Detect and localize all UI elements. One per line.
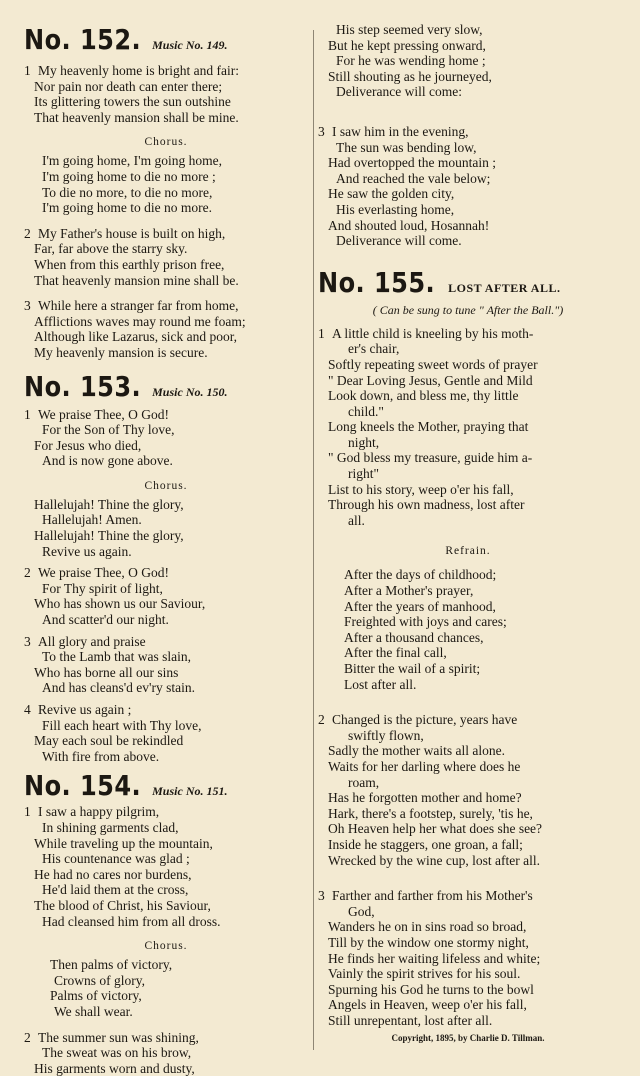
verse-line: 1 We praise Thee, O God! (24, 406, 169, 422)
verse-line: His everlasting home, (336, 201, 455, 217)
verse-line: child." (348, 403, 384, 419)
verse-line: 2 My Father's house is built on high, (24, 225, 226, 241)
chorus-line: I'm going home, I'm going home, (42, 153, 222, 169)
verse-line: Till by the window one stormy night, (328, 934, 529, 950)
verse-line: Deliverance will come: (336, 84, 462, 100)
verse-line: For Jesus who died, (34, 437, 142, 453)
refrain-line: After the days of childhood; (344, 567, 497, 583)
verse-line: 3 I saw him in the evening, (318, 123, 469, 139)
verse-line: Wanders he on in sins road so broad, (328, 919, 527, 935)
verse-line: List to his story, weep o'er his fall, (328, 481, 514, 497)
hymn-number: No. 154. (24, 769, 142, 803)
verse-line: 3 Farther and farther from his Mother's (318, 888, 533, 904)
verse-line: Wrecked by the wine cup, lost after all. (328, 852, 540, 868)
verse-line: Long kneels the Mother, praying that (328, 419, 529, 435)
left-column (24, 24, 308, 1076)
verse-line: " Dear Loving Jesus, Gentle and Mild (328, 372, 533, 388)
refrain-line: After the years of manhood, (344, 598, 496, 614)
verse-line: Look down, and bless me, thy little (328, 388, 519, 404)
verse-line: For the Son of Thy love, (42, 422, 175, 438)
hymn-number: No. 153. (24, 369, 142, 403)
verse-line: That heavenly mansion shall be mine. (34, 109, 239, 125)
verse-line: He finds her waiting lifeless and white; (328, 950, 541, 966)
tune-note: ( Can be sung to tune " After the Ball.") (372, 302, 564, 317)
chorus-line: Revive us again. (42, 543, 132, 559)
verse-line: Sadly the mother waits all alone. (328, 743, 505, 759)
verse-line: Had cleansed him from all dross. (42, 913, 221, 929)
verse-line: And has cleans'd ev'ry stain. (42, 680, 195, 696)
chorus-label: Chorus. (144, 479, 188, 492)
verse-line: Far, far above the starry sky. (34, 241, 188, 257)
refrain-line: After the final call, (344, 645, 447, 661)
verse-line: 2 The summer sun was shining, (24, 1029, 199, 1045)
verse-line: God, (348, 903, 375, 919)
chorus-line: To die no more, to die no more, (42, 184, 213, 200)
verse-line: To the Lamb that was slain, (42, 649, 192, 665)
music-reference: Music No. 150. (152, 384, 228, 399)
hymn-155-header (318, 267, 618, 299)
verse-line: Hark, there's a footstep, surely, 'tis he, (328, 805, 533, 821)
chorus-line: Hallelujah! Amen. (42, 512, 142, 528)
verse-line: Who has shown us our Saviour, (34, 596, 206, 612)
hymn-153-header (24, 371, 308, 403)
verse-line: 3 While here a stranger far from home, (24, 298, 239, 314)
hymn-number: No. 155. (318, 265, 436, 299)
verse-line: " God bless my treasure, guide him a- (328, 450, 533, 466)
verse-line: He had no cares nor burdens, (34, 866, 192, 882)
verse-line: He saw the golden city, (328, 186, 455, 202)
verse-line: Still unrepentant, lost after all. (328, 1012, 493, 1028)
verse-line: Afflictions waves may round me foam; (34, 313, 246, 329)
chorus-line: I'm going home to die no more ; (42, 168, 216, 184)
verse-line: Deliverance will come. (336, 233, 462, 249)
verse-line: And reached the vale below; (336, 170, 491, 186)
verse-line: In shining garments clad, (42, 819, 179, 835)
verse-line: all. (348, 512, 365, 528)
verse-line: And shouted loud, Hosannah! (328, 217, 490, 233)
verse-line: right" (348, 466, 380, 482)
refrain-label: Refrain. (445, 545, 491, 558)
verse-line: But he kept pressing onward, (328, 37, 486, 53)
verse-line: roam, (348, 774, 380, 790)
verse-line: Had overtopped the mountain ; (328, 155, 496, 171)
verse-line: Vainly the spirit strives for his soul. (328, 966, 521, 982)
right-column (318, 22, 618, 1044)
chorus-label: Chorus. (144, 940, 188, 953)
verse-line: His garments worn and dusty, (34, 1060, 195, 1076)
hymn-title: LOST AFTER ALL. (448, 280, 561, 295)
refrain-line: After a thousand chances, (344, 629, 484, 645)
verse-line: And is now gone above. (42, 453, 173, 469)
column-divider (313, 30, 314, 1050)
verse-line: Nor pain nor death can enter there; (34, 78, 223, 94)
verse-line: The sun was bending low, (336, 139, 477, 155)
verse-line: Who has borne all our sins (34, 664, 179, 680)
verse-line: Has he forgotten mother and home? (328, 790, 522, 806)
verse-line: The blood of Christ, his Saviour, (34, 897, 211, 913)
chorus-line: Hallelujah! Thine the glory, (34, 496, 184, 512)
refrain-line: Lost after all. (344, 676, 417, 692)
verse-line: Fill each heart with Thy love, (42, 717, 202, 733)
verse-line: For Thy spirit of light, (42, 580, 163, 596)
verse-line: 1 A little child is kneeling by his moth- (318, 325, 534, 341)
chorus-line: We shall wear. (54, 1003, 133, 1019)
verse-line: Oh Heaven help her what does she see? (328, 821, 543, 837)
verse-line: 1 I saw a happy pilgrim, (24, 804, 160, 820)
verse-line: The sweat was on his brow, (42, 1045, 192, 1061)
verse-line: 2 Changed is the picture, years have (318, 712, 518, 728)
refrain-line: After a Mother's prayer, (344, 583, 474, 599)
music-reference: Music No. 151. (152, 784, 228, 799)
refrain-line: Freighted with joys and cares; (344, 614, 507, 630)
verse-line: Although like Lazarus, sick and poor, (34, 329, 238, 345)
verse-line: And scatter'd our night. (42, 612, 169, 628)
chorus-line: Hallelujah! Thine the glory, (34, 528, 184, 544)
verse-line: His countenance was glad ; (42, 851, 190, 867)
verse-line: 2 We praise Thee, O God! (24, 565, 169, 581)
chorus-line: Crowns of glory, (54, 972, 145, 988)
chorus-label: Chorus. (144, 136, 188, 149)
hymn-152-header (24, 24, 308, 56)
verse-line: 1 My heavenly home is bright and fair: (24, 63, 239, 78)
verse-line: His step seemed very slow, (336, 22, 483, 37)
verse-line: Its glittering towers the sun outshine (34, 94, 231, 110)
verse-line: When from this earthly prison free, (34, 256, 225, 272)
chorus-line: Palms of victory, (50, 988, 142, 1004)
hymn-number: No. 152. (24, 23, 142, 56)
verse-line: May each soul be rekindled (34, 733, 184, 749)
music-reference: Music No. 149. (152, 38, 228, 52)
verse-line: Angels in Heaven, weep o'er his fall, (328, 997, 527, 1013)
refrain-line: Bitter the wail of a spirit; (344, 661, 481, 676)
verse-line: Through his own madness, lost after (328, 497, 525, 513)
verse-line: 3 All glory and praise (24, 633, 146, 649)
verse-line: swiftly flown, (348, 727, 424, 743)
verse-line: My heavenly mansion is secure. (34, 344, 208, 360)
verse-line: That heavenly mansion mine shall be. (34, 272, 239, 288)
verse-line: night, (348, 434, 380, 450)
verse-line: Waits for her darling where does he (328, 758, 521, 774)
verse-line: He'd laid them at the cross, (42, 882, 189, 898)
hymn-154-header (24, 770, 308, 802)
verse-line: 4 Revive us again ; (24, 702, 132, 717)
verse-line: While traveling up the mountain, (34, 835, 213, 851)
verse-line: Inside he staggers, one groan, a fall; (328, 836, 523, 852)
verse-line: For he was wending home ; (336, 53, 486, 69)
chorus-line: I'm going home to die no more. (42, 200, 213, 216)
verse-line: Still shouting as he journeyed, (328, 68, 492, 84)
copyright-notice: Copyright, 1895, by Charlie D. Tillman. (391, 1033, 545, 1044)
verse-line: Spurning his God he turns to the bowl (328, 981, 534, 997)
verse-line: With fire from above. (42, 748, 160, 764)
chorus-line: Then palms of victory, (50, 957, 173, 973)
verse-line: er's chair, (348, 341, 400, 357)
verse-line: Softly repeating sweet words of prayer (328, 356, 538, 372)
